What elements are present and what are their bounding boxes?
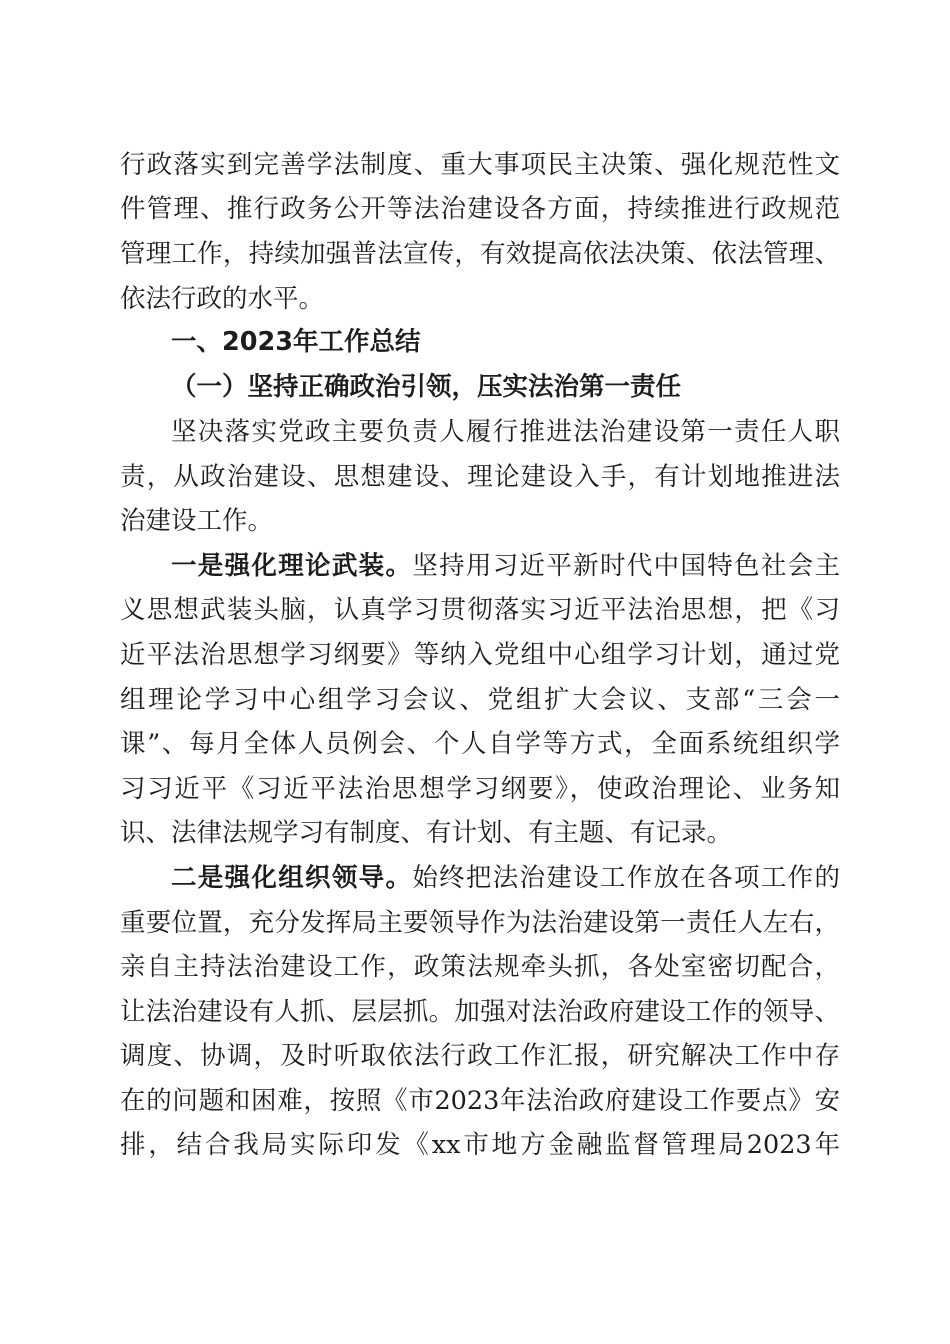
intro-line-3: 管理工作，持续加强普法宣传，有效提高依法决策、依法管理、 xyxy=(120,239,840,269)
para2-line-1 xyxy=(171,546,840,586)
para2-first-rest: 坚持用习近平新时代中国特色社会主 xyxy=(412,551,840,581)
para3-first-rest: 始终把法治建设工作放在各项工作的 xyxy=(412,863,840,893)
para3-line-3: 亲自主持法治建设工作，政策法规牵头抓，各处室密切配合， xyxy=(120,952,840,982)
para3-line-5: 调度、协调，及时听取依法行政工作汇报，研究解决工作中存 xyxy=(120,1041,840,1071)
para1-line-2: 责，从政治建设、思想建设、理论建设入手，有计划地推进法 xyxy=(120,462,840,492)
para3-line-7: 排，结合我局实际印发《xx市地方金融监督管理局2023年 xyxy=(120,1130,840,1160)
para1-line-3: 治建设工作。 xyxy=(120,506,274,536)
intro-line-2: 件管理、推行政务公开等法治建设各方面，持续推进行政规范 xyxy=(120,194,840,224)
para1-line-1: 坚决落实党政主要负责人履行推进法治建设第一责任人职 xyxy=(171,417,840,447)
section-heading: 一、2023年工作总结 xyxy=(171,327,421,357)
para2-lead: 一是强化理论武装。 xyxy=(171,551,413,581)
para3-line-1 xyxy=(171,858,840,898)
para3-line-6: 在的问题和困难，按照《市2023年法治政府建设工作要点》安 xyxy=(120,1086,840,1116)
para2-line-3: 近平法治思想学习纲要》等纳入党组中心组学习计划，通过党 xyxy=(120,640,840,670)
para3-line-4: 让法治建设有人抓、层层抓。加强对法治政府建设工作的领导、 xyxy=(120,997,840,1027)
para2-line-2: 义思想武装头脑，认真学习贯彻落实习近平法治思想，把《习 xyxy=(120,595,840,625)
para3-line-2: 重要位置，充分发挥局主要领导作为法治建设第一责任人左右， xyxy=(120,908,840,938)
intro-line-1: 行政落实到完善学法制度、重大事项民主决策、强化规范性文 xyxy=(120,150,840,180)
para2-line-7: 识、法律法规学习有制度、有计划、有主题、有记录。 xyxy=(120,818,733,848)
intro-line-4: 依法行政的水平。 xyxy=(120,284,325,314)
para3-lead: 二是强化组织领导。 xyxy=(171,863,413,893)
subsection-heading: （一）坚持正确政治引领，压实法治第一责任 xyxy=(171,372,682,402)
para2-line-5: 课”、每月全体人员例会、个人自学等方式，全面系统组织学 xyxy=(120,729,840,759)
para2-line-6: 习习近平《习近平法治思想学习纲要》，使政治理论、业务知 xyxy=(120,774,840,804)
para2-line-4: 组理论学习中心组学习会议、党组扩大会议、支部“三会一 xyxy=(120,685,840,715)
